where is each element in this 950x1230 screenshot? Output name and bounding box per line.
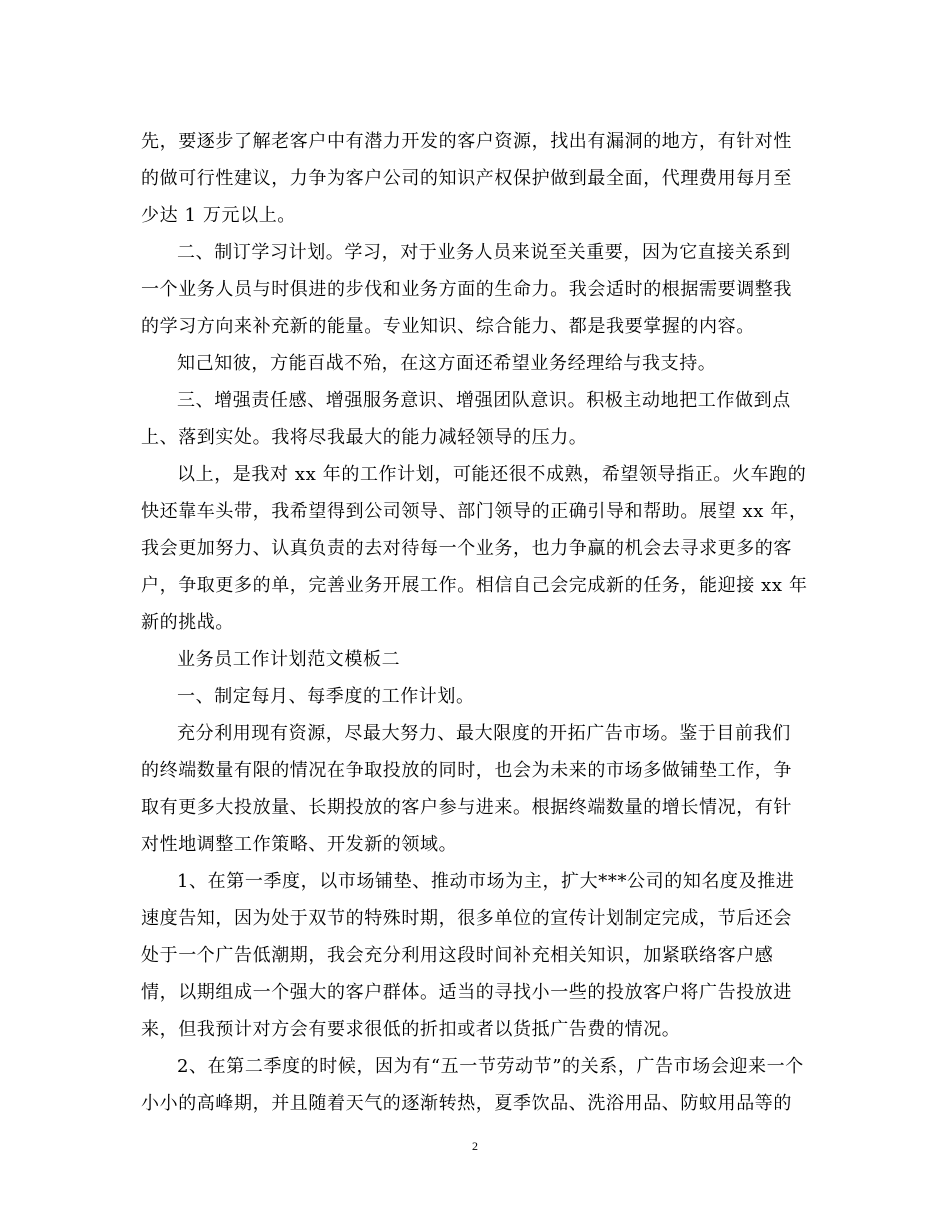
text-line: 少达 1 万元以上。	[141, 205, 296, 226]
text-line: 一、制定每月、每季度的工作计划。	[177, 686, 475, 707]
text-line: 的终端数量有限的情况在争取投放的同时，也会为未来的市场多做铺垫工作，争	[141, 760, 792, 781]
text-line: 1、在第一季度，以市场铺垫、推动市场为主，扩大***公司的知名度及推进	[177, 871, 795, 892]
text-line: 速度告知，因为处于双节的特殊时期，很多单位的宣传计划制定完成，节后还会	[141, 908, 792, 929]
text-line: 二、制订学习计划。学习，对于业务人员来说至关重要，因为它直接关系到	[177, 242, 791, 263]
text-line: 三、增强责任感、增强服务意识、增强团队意识。积极主动地把工作做到点	[177, 390, 791, 411]
text-line: 的学习方向来补充新的能量。专业知识、综合能力、都是我要掌握的内容。	[141, 316, 755, 337]
text-line: 小小的高峰期，并且随着天气的逐渐转热，夏季饮品、洗浴用品、防蚊用品等的	[141, 1093, 792, 1114]
text-line: 我会更加努力、认真负责的去对待每一个业务，也力争赢的机会去寻求更多的客	[141, 538, 792, 559]
text-line: 来，但我预计对方会有要求很低的折扣或者以货抵广告费的情况。	[141, 1019, 681, 1040]
text-line: 情，以期组成一个强大的客户群体。适当的寻找小一些的投放客户将广告投放进	[141, 982, 792, 1003]
text-line: 快还靠车头带，我希望得到公司领导、部门领导的正确引导和帮助。展望 xx 年，	[141, 501, 808, 522]
page-number: 2	[472, 1139, 478, 1153]
text-line: 的做可行性建议，力争为客户公司的知识产权保护做到最全面，代理费用每月至	[141, 168, 792, 189]
text-line: 对性地调整工作策略、开发新的领域。	[141, 834, 458, 855]
text-line: 户，争取更多的单，完善业务开展工作。相信自己会完成新的任务，能迎接 xx 年	[141, 575, 808, 596]
text-line: 以上，是我对 xx 年的工作计划，可能还很不成熟，希望领导指正。火车跑的	[177, 464, 807, 485]
text-line: 处于一个广告低潮期，我会充分利用这段时间补充相关知识，加紧联络客户感	[141, 945, 774, 966]
text-line: 一个业务人员与时俱进的步伐和业务方面的生命力。我会适时的根据需要调整我	[141, 279, 792, 300]
text-line: 知己知彼，方能百战不殆，在这方面还希望业务经理给与我支持。	[177, 353, 717, 374]
section-heading: 业务员工作计划范文模板二	[177, 649, 401, 670]
text-line: 先，要逐步了解老客户中有潜力开发的客户资源，找出有漏洞的地方，有针对性	[141, 131, 792, 152]
text-line: 上、落到实处。我将尽我最大的能力减轻领导的压力。	[141, 427, 588, 448]
text-line: 取有更多大投放量、长期投放的客户参与进来。根据终端数量的增长情况，有针	[141, 797, 792, 818]
text-line: 新的挑战。	[141, 612, 234, 633]
text-line: 充分利用现有资源，尽最大努力、最大限度的开拓广告市场。鉴于目前我们	[177, 723, 791, 744]
text-line: 2、在第二季度的时候，因为有“五一节劳动节”的关系，广告市场会迎来一个	[177, 1056, 804, 1077]
